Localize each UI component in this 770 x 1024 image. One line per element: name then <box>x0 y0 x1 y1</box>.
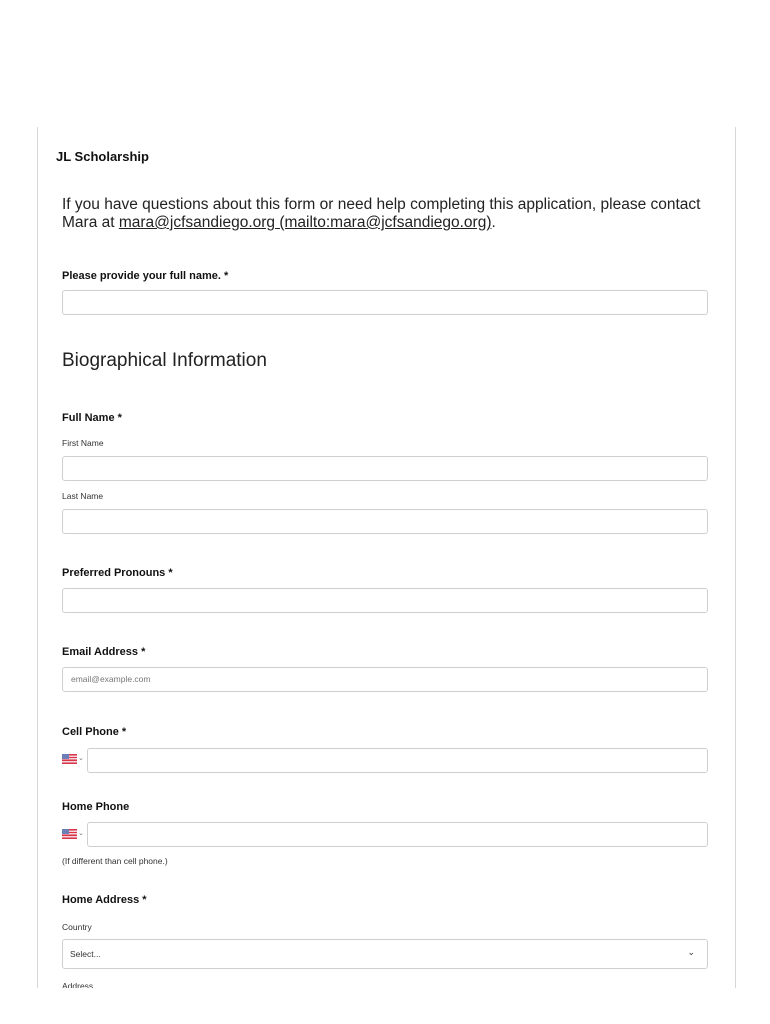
country-label: Country <box>62 922 92 932</box>
full-name-label: Full Name * <box>62 412 122 424</box>
cell-phone-label: Cell Phone * <box>62 726 127 738</box>
first-name-input[interactable] <box>62 456 708 481</box>
home-phone-input[interactable] <box>87 822 708 847</box>
country-select[interactable] <box>62 939 708 969</box>
home-phone-label: Home Phone <box>62 801 130 813</box>
full-name-question-label: Please provide your full name. * <box>62 270 229 282</box>
intro-text <box>62 196 702 232</box>
section-title-biographical: Biographical Information <box>62 350 267 371</box>
contact-email-link[interactable]: mara@jcfsandiego.org (mailto:mara@jcfsandiego.org) <box>118 214 492 231</box>
email-input[interactable]: email@example.com <box>62 667 708 692</box>
us-flag-icon <box>62 754 77 764</box>
home-address-label: Home Address * <box>62 894 147 906</box>
country-select-value: Select... <box>70 949 101 959</box>
pronouns-label: Preferred Pronouns * <box>62 567 173 579</box>
home-phone-hint: (If different than cell phone.) <box>62 856 168 866</box>
form-container <box>37 127 736 988</box>
chevron-down-icon: ⌄ <box>687 947 695 957</box>
chevron-down-icon: ⌄ <box>78 755 84 762</box>
cell-phone-country-select[interactable] <box>62 754 86 766</box>
pronouns-input[interactable] <box>62 588 708 613</box>
home-phone-country-select[interactable] <box>62 829 86 841</box>
full-name-question-input[interactable] <box>62 290 708 315</box>
cell-phone-input[interactable] <box>87 748 708 773</box>
email-label: Email Address * <box>62 646 146 658</box>
form-title: JL Scholarship <box>56 149 149 164</box>
intro-text-end: . <box>491 214 496 231</box>
last-name-input[interactable] <box>62 509 708 534</box>
intro-text-body: If you have questions about this form or need help completing this application, please contact Mara at <box>62 196 701 231</box>
last-name-label: Last Name <box>62 491 104 501</box>
chevron-down-icon: ⌄ <box>78 830 84 837</box>
first-name-label: First Name <box>62 438 104 448</box>
us-flag-icon <box>62 829 77 839</box>
address-label: Address <box>62 981 94 988</box>
